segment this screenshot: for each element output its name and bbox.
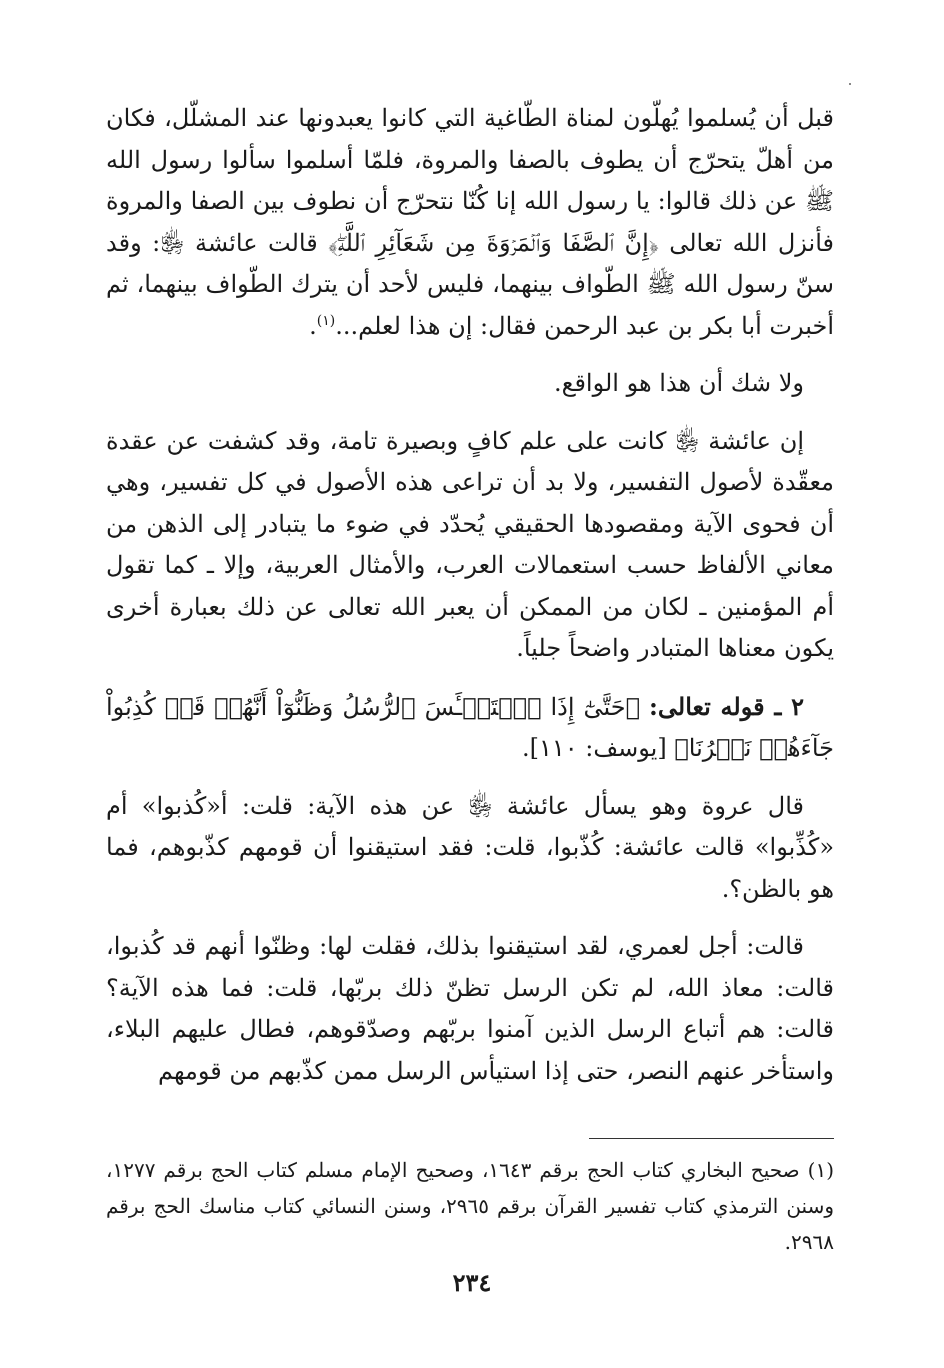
paragraph-6: قالت: أجل لعمري، لقد استيقنوا بذلك، فقلت لها: وظنّوا أنهم قد كُذبوا، قالت: معاذ الله، لم تكن الرسل تظنّ ذلك بربّها، قلت: فما هذه الآية؟ قالت: هم أتباع الرسل الذين آمنوا بربّهم وصدّقوهم، فطال عليهم البلاء، واستأخر عنهم النصر، حتى إذا استيأس الرسل ممن كذّبهم من قومهم bbox=[106, 932, 834, 1085]
footnote-ref: (١) bbox=[316, 312, 336, 329]
page-number: ٢٣٤ bbox=[452, 1268, 492, 1297]
paragraph-4 bbox=[106, 686, 834, 770]
footnote-marker: (١) bbox=[807, 1158, 834, 1182]
body-text bbox=[106, 98, 834, 1108]
paragraph-2: ولا شك أن هذا هو الواقع. bbox=[554, 369, 804, 397]
paragraph-1-text: قبل أن يُسلموا يُهلّون لمناة الطّاغية التي كانوا يعبدونها عند المشلّل، فكان من أهلّ يتحرّج أن يطوف بالصفا والمروة، فلمّا أسلموا سألوا رسول الله ﷺ عن ذلك قالوا: يا رسول الله إنا كُنّا نتحرّج أن نطوف بين الصفا والمروة فأنزل الله تعالى ﴿إِنَّ ٱلصَّفَا وَٱلۡمَرۡوَةَ مِن شَعَآئِرِ ٱللَّهِۖ﴾ قالت عائشة ﵂: وقد سنّ رسول الله ﷺ الطّواف بينهما، فليس لأحد أن يترك الطّواف بينهما، ثم أخبرت أبا بكر بن عبد الرحمن فقال: إن هذا لعلم... bbox=[106, 104, 834, 340]
footnote-text: صحيح البخاري كتاب الحج برقم ١٦٤٣، وصحيح الإمام مسلم كتاب الحج برقم ١٢٧٧، وسنن الترمذي كتاب تفسير القرآن برقم ٢٩٦٥، وسنن النسائي كتاب مناسك الحج برقم ٢٩٦٨. bbox=[106, 1158, 835, 1254]
paragraph-5: قال عروة وهو يسأل عائشة ﵂ عن هذه الآية: قلت: أ«كُذبوا» أم «كُذِّبوا» قالت عائشة: كُذّبوا، قلت: فقد استيقنوا أن قومهم كذّبوهم، فما هو بالظن؟. bbox=[106, 791, 834, 903]
footnote bbox=[106, 1152, 834, 1260]
paragraph-4-text: ﴿حَتَّىٰٓ إِذَا ٱسۡتَيۡـَٔسَ ٱلرُّسُلُ وَظَنُّوٓاْ أَنَّهُمۡ قَدۡ كُذِبُواْ جَآءَهُمۡ نَصۡرُنَا﴾ [يوسف: ١١٠]. bbox=[106, 692, 834, 762]
footnote-divider bbox=[589, 1138, 834, 1139]
paragraph-3: إن عائشة ﵂ كانت على علم كافٍ وبصيرة تامة، وقد كشفت عن عقدة معقّدة لأصول التفسير، ولا بد أن تراعى هذه الأصول في كل تفسير، وهي أن فحوى الآية ومقصودها الحقيقي يُحدّد في ضوء ما يتبادر إلى الذهن من معاني الألفاظ حسب استعمالات العرب، والأمثال العربية، وإلا ـ كما تقول أم المؤمنين ـ لكان من الممكن أن يعبر الله تعالى عن ذلك بعبارة أخرى يكون معناها المتبادر واضحاً جلياً. bbox=[106, 426, 834, 662]
scan-mark bbox=[849, 83, 851, 85]
footnote-1 bbox=[106, 1152, 834, 1260]
item-label: ٢ ـ قوله تعالى: bbox=[649, 691, 804, 721]
paragraph-1-end: . bbox=[309, 311, 317, 340]
paragraph-1 bbox=[106, 98, 834, 347]
